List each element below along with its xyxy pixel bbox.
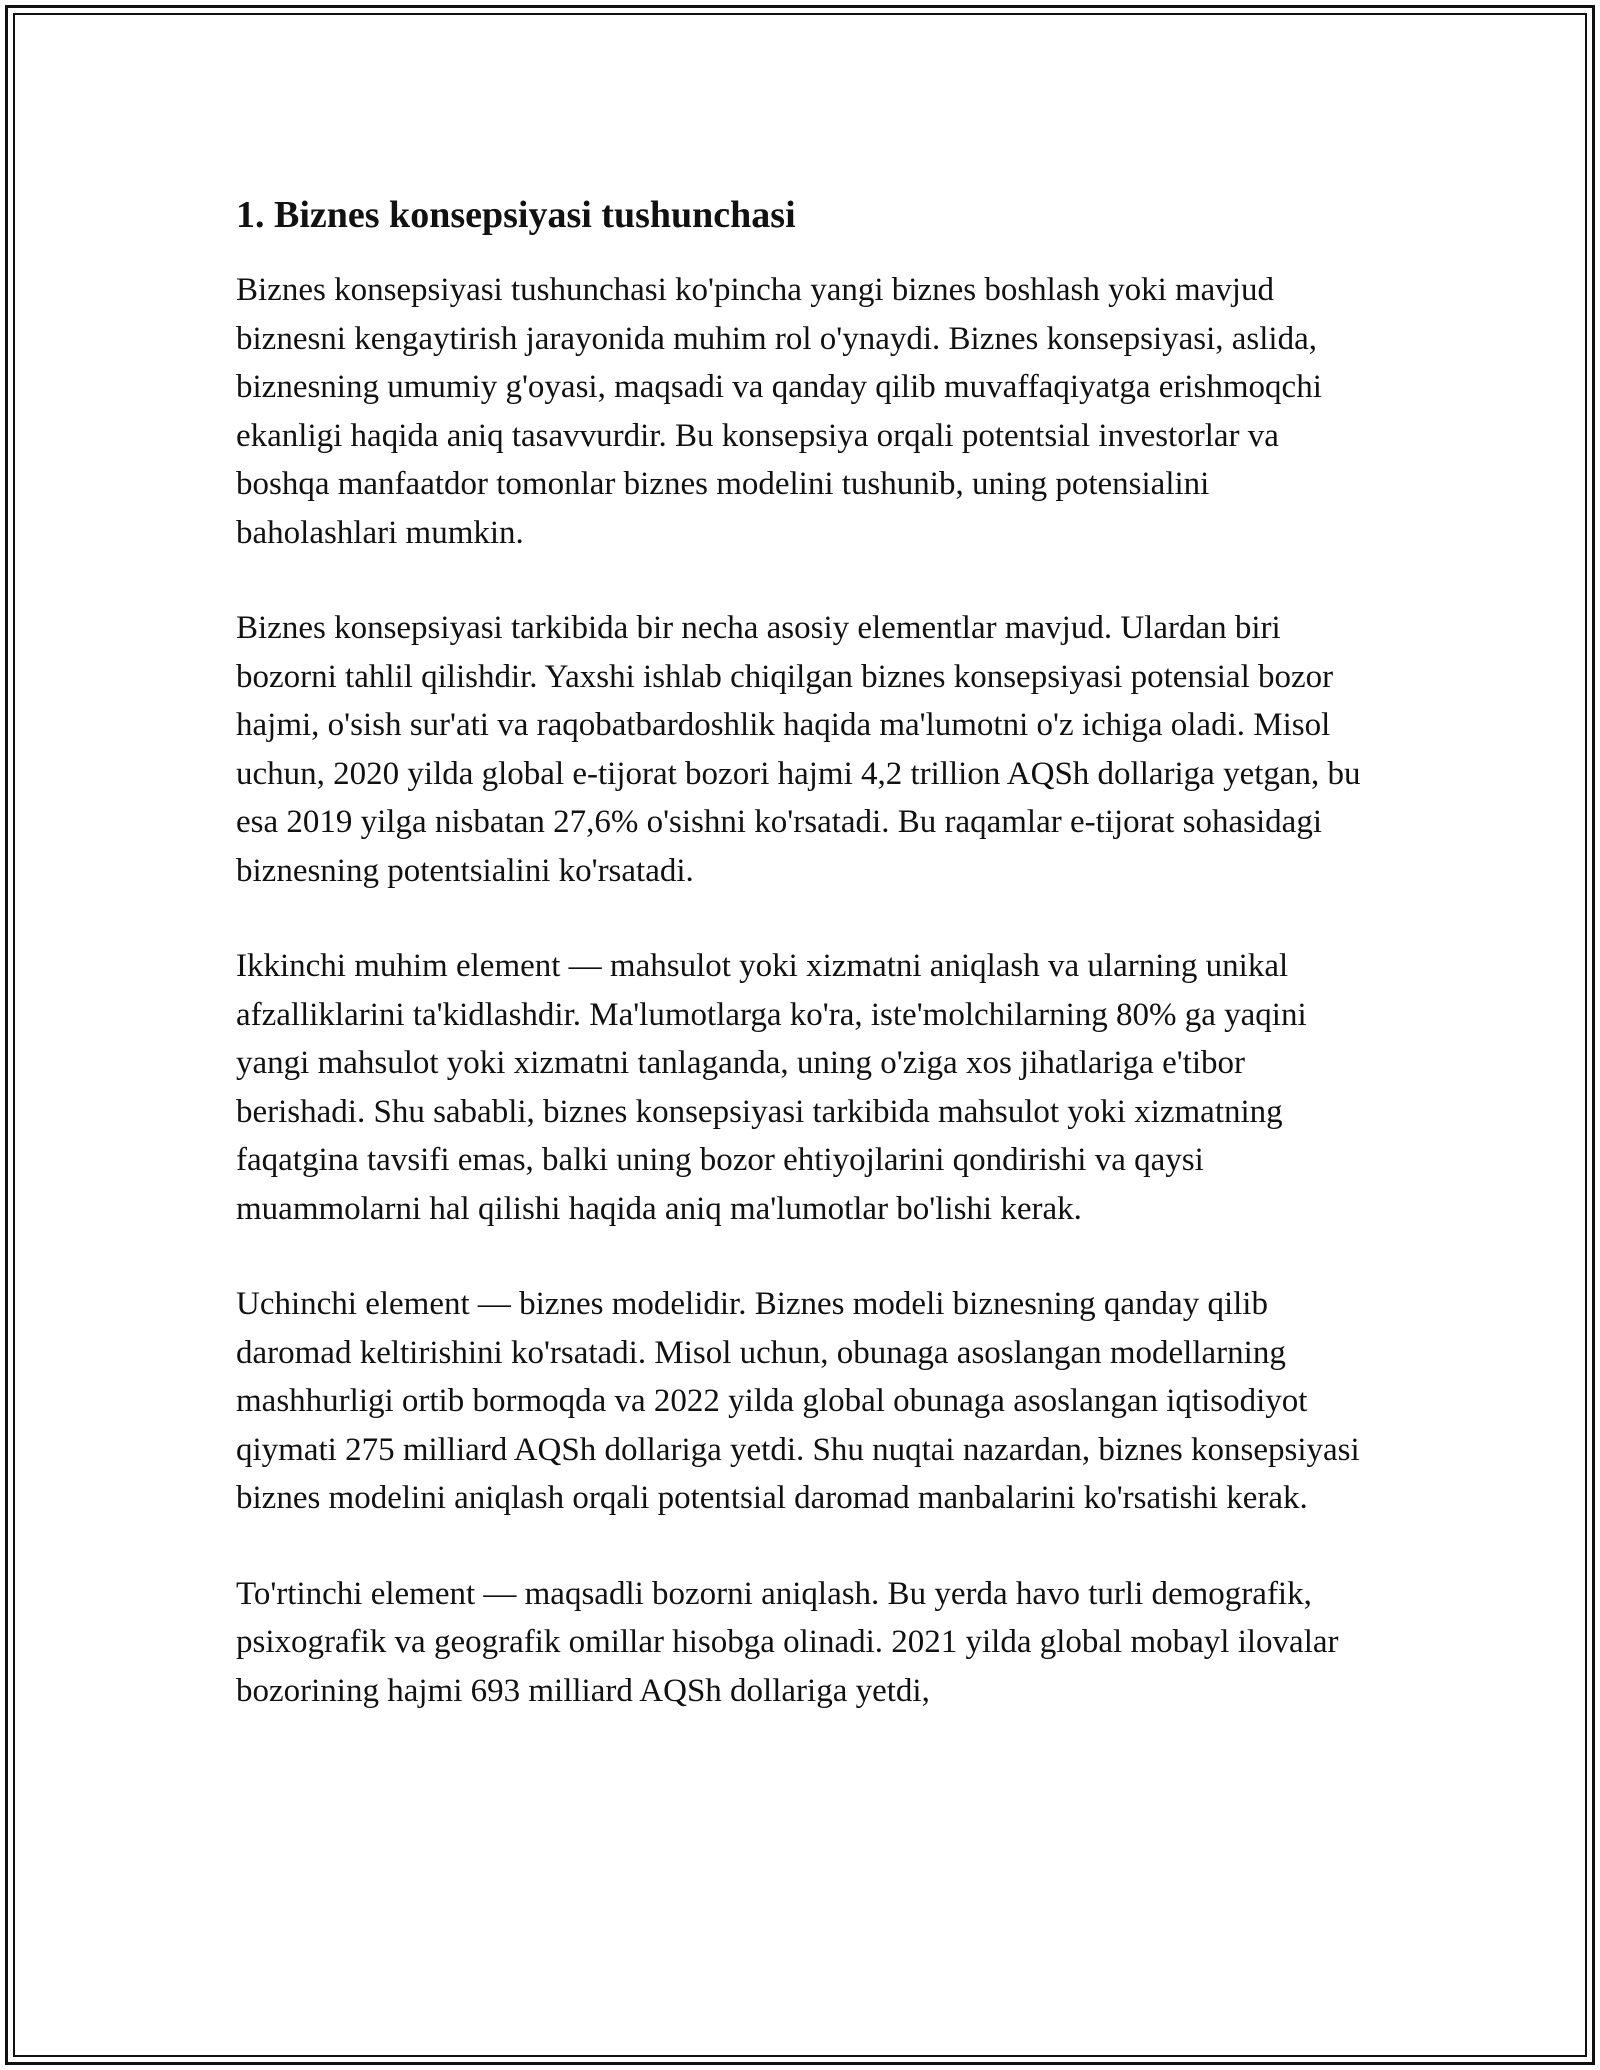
paragraph-market-analysis: Biznes konsepsiyasi tarkibida bir necha asosiy elementlar mavjud. Ulardan biri bozorni tahlil qilishdir. Yaxshi ishlab chiqilgan biznes konsepsiyasi potensial bozor hajmi, o'sish sur'ati va raqobatbardoshlik haqida ma'lumotni o'z ichiga oladi. Misol uchun, 2020 yilda global e-tijorat bozori hajmi 4,2 trillion AQSh dollariga yetgan, bu esa 2019 yilga nisbatan 27,6% o'sishni ko'rsatadi. Bu raqamlar e-tijorat sohasidagi biznesning potentsialini ko'rsatadi.: [236, 610, 1361, 889]
document-body: [236, 186, 1376, 1762]
paragraph-business-model: Uchinchi element — biznes modelidir. Biznes modeli biznesning qanday qilib daromad keltirishini ko'rsatadi. Misol uchun, obunaga asoslangan modellarning mashhurligi ortib bormoqda va 2022 yilda global obunaga asoslangan iqtisodiyot qiymati 275 milliard AQSh dollariga yetdi. Shu nuqtai nazardan, biznes konsepsiyasi biznes modelini aniqlash orqali potentsial daromad manbalarini ko'rsatishi kerak.: [236, 1286, 1360, 1516]
paragraph-product-definition: Ikkinchi muhim element — mahsulot yoki xizmatni aniqlash va ularning unikal afzalliklarini ta'kidlashdir. Ma'lumotlarga ko'ra, iste'molchilarning 80% ga yaqini yangi mahsulot yoki xizmatni tanlaganda, uning o'ziga xos jihatlariga e'tibor berishadi. Shu sababli, biznes konsepsiyasi tarkibida mahsulot yoki xizmatning faqatgina tavsifi emas, balki uning bozor ehtiyojlarini qondirishi va qaysi muammolarni hal qilishi haqida aniq ma'lumotlar bo'lishi kerak.: [236, 948, 1307, 1227]
section-heading: 1. Biznes konsepsiyasi tushunchasi: [236, 194, 796, 236]
paragraph-intro: Biznes konsepsiyasi tushunchasi ko'pincha yangi biznes boshlash yoki mavjud biznesni kengaytirish jarayonida muhim rol o'ynaydi. Biznes konsepsiyasi, aslida, biznesning umumiy g'oyasi, maqsadi va qanday qilib muvaffaqiyatga erishmoqchi ekanligi haqida aniq tasavvurdir. Bu konsepsiya orqali potentsial investorlar va boshqa manfaatdor tomonlar biznes modelini tushunib, uning potensialini baholashlari mumkin.: [236, 272, 1322, 551]
paragraph-target-market: To'rtinchi element — maqsadli bozorni aniqlash. Bu yerda havo turli demografik, psixografik va geografik omillar hisobga olinadi. 2021 yilda global mobayl ilovalar bozorining hajmi 693 milliard AQSh dollariga yetdi,: [236, 1575, 1339, 1709]
